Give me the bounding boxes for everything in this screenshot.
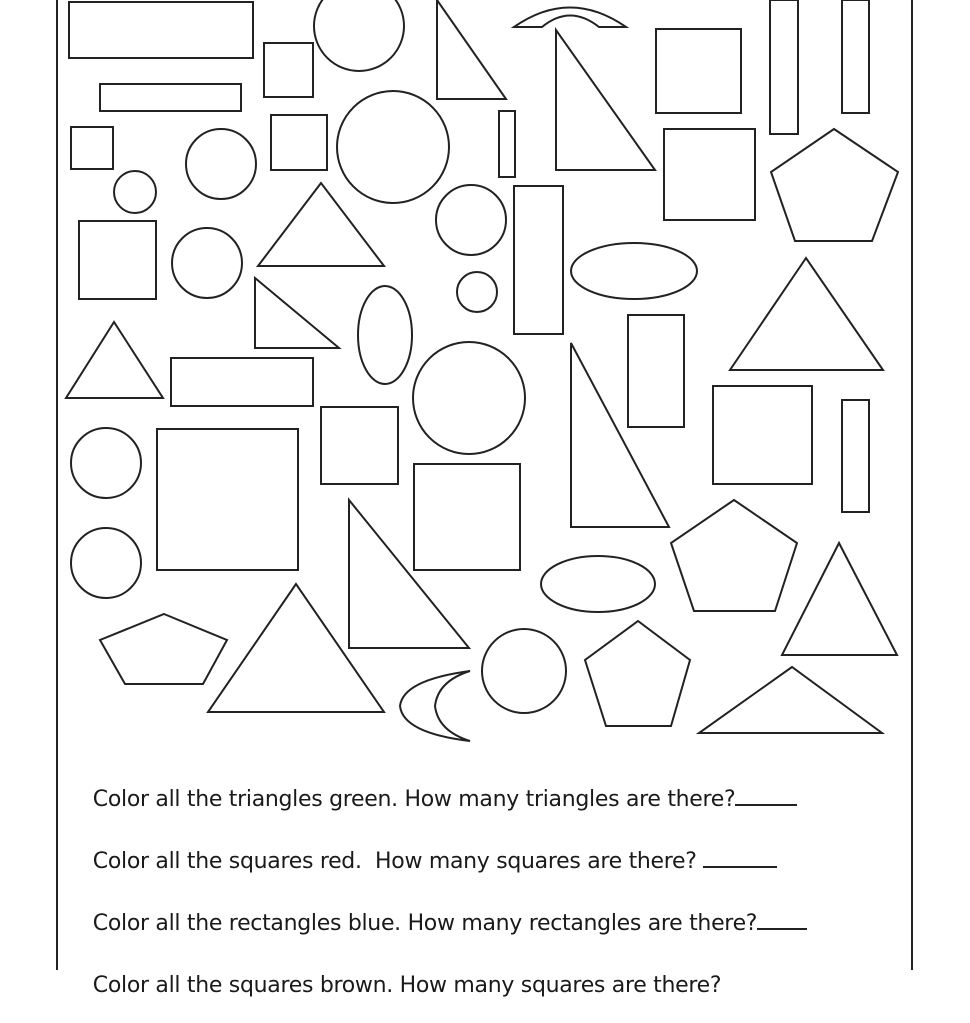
shape-ellipse[interactable] <box>541 556 655 612</box>
shape-square[interactable] <box>713 386 812 484</box>
shape-crescent[interactable] <box>400 671 470 741</box>
answer-blank-triangles[interactable] <box>735 803 797 806</box>
shape-ellipse[interactable] <box>571 243 697 299</box>
shape-pentagon[interactable] <box>771 129 898 241</box>
shape-triangle[interactable] <box>699 667 882 733</box>
question-text: Color all the rectangles blue. How many rectangles are there? <box>92 911 758 936</box>
shape-square[interactable] <box>79 221 156 299</box>
shape-triangle[interactable] <box>782 543 897 655</box>
shape-circle[interactable] <box>413 342 525 454</box>
shape-circle[interactable] <box>186 129 256 199</box>
shape-triangle[interactable] <box>556 30 655 170</box>
shape-pentagon[interactable] <box>585 621 690 726</box>
shape-rectangle[interactable] <box>628 315 684 427</box>
shape-square[interactable] <box>664 129 755 220</box>
shape-rectangle[interactable] <box>100 84 241 111</box>
shape-circle[interactable] <box>457 272 497 312</box>
shape-circle[interactable] <box>436 185 506 255</box>
shape-rectangle[interactable] <box>499 111 515 177</box>
shape-triangle[interactable] <box>437 0 506 99</box>
question-squares-brown <box>66 948 721 1023</box>
shape-ellipse[interactable] <box>358 286 412 384</box>
shape-square[interactable] <box>157 429 298 570</box>
shape-square[interactable] <box>656 29 741 113</box>
shape-square[interactable] <box>321 407 398 484</box>
shape-rectangle[interactable] <box>514 186 563 334</box>
question-text: Color all the squares brown. How many squares are there? <box>92 973 722 998</box>
shape-circle[interactable] <box>71 428 141 498</box>
shape-pentagon[interactable] <box>100 614 227 684</box>
shape-rectangle[interactable] <box>842 400 869 512</box>
shape-circle[interactable] <box>71 528 141 598</box>
shape-arch[interactable] <box>514 8 626 28</box>
shape-circle[interactable] <box>172 228 242 298</box>
shape-square[interactable] <box>71 127 113 169</box>
shape-circle[interactable] <box>482 629 566 713</box>
answer-blank-rectangles[interactable] <box>757 927 807 930</box>
shape-rectangle[interactable] <box>171 358 313 406</box>
question-text: Color all the triangles green. How many triangles are there? <box>92 787 736 812</box>
shape-triangle[interactable] <box>255 278 339 348</box>
shape-triangle[interactable] <box>66 322 163 398</box>
shape-square[interactable] <box>414 464 520 570</box>
shape-rectangle[interactable] <box>842 0 869 113</box>
shape-triangle[interactable] <box>730 258 883 370</box>
shape-circle[interactable] <box>337 91 449 203</box>
question-text: Color all the squares red. How many squares are there? <box>92 849 704 874</box>
shape-pentagon[interactable] <box>671 500 797 611</box>
shape-circle[interactable] <box>114 171 156 213</box>
shape-circle[interactable] <box>314 0 404 71</box>
shape-square[interactable] <box>271 115 327 170</box>
shape-square[interactable] <box>264 43 313 97</box>
answer-blank-squares-red[interactable] <box>703 865 777 868</box>
shape-rectangle[interactable] <box>770 0 798 134</box>
shape-rectangle[interactable] <box>69 2 253 58</box>
